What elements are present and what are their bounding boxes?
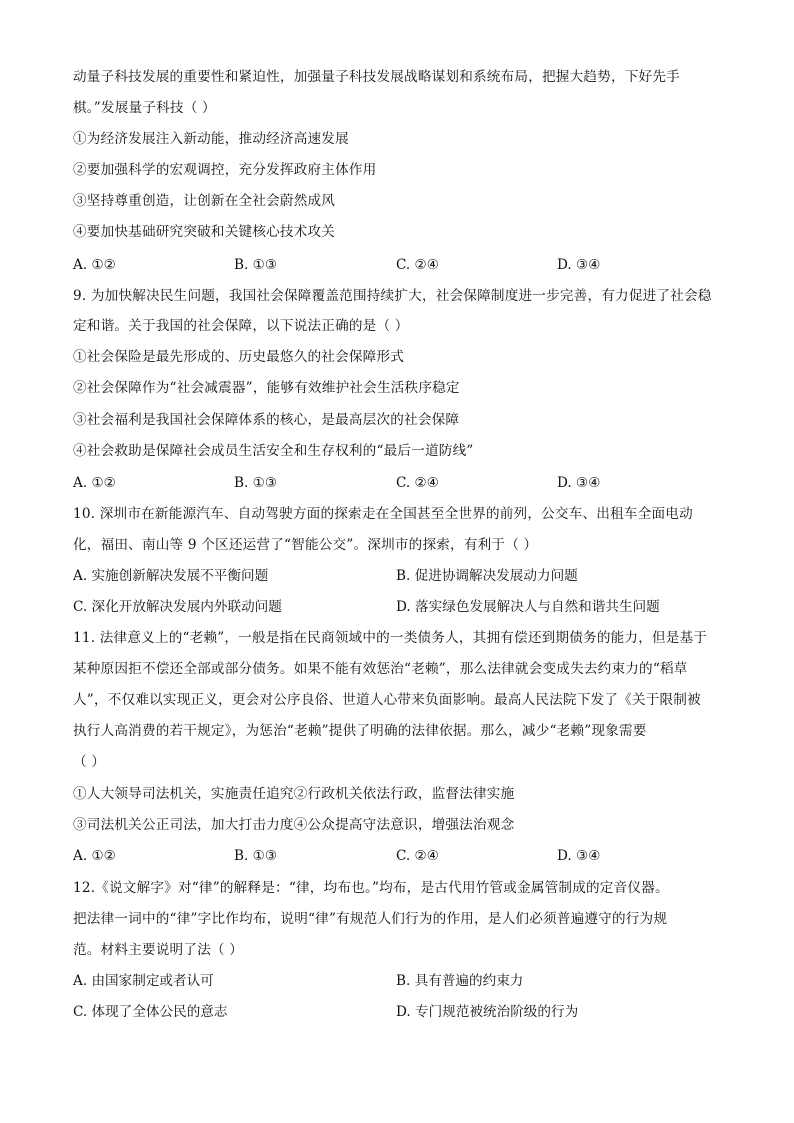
q9-option-c[interactable]: C. ②④ (396, 475, 439, 491)
q11-stem-line-5: （ ） (73, 754, 106, 770)
q11-stem-line-3: 人”，不仅难以实现正义，更会对公序良俗、世道人心带来负面影响。最高人民法院下发了《关于限制被 (73, 692, 701, 708)
q8-item-1: ①为经济发展注入新动能，推动经济高速发展 (73, 131, 349, 147)
q8-item-3: ③坚持尊重创造，让创新在全社会蔚然成风 (73, 193, 336, 209)
q9-item-4: ④社会救助是保障社会成员生活安全和生存权利的“最后一道防线” (73, 443, 474, 459)
q8-item-4: ④要加快基础研究突破和关键核心技术攻关 (73, 224, 336, 240)
q10-option-d[interactable]: D. 落实绿色发展解决人与自然和谐共生问题 (396, 599, 660, 615)
q8-option-d[interactable]: D. ③④ (557, 257, 601, 273)
q9-stem-line-2: 定和谐。关于我国的社会保障，以下说法正确的是（ ） (73, 318, 409, 334)
q10-option-b[interactable]: B. 促进协调解决发展动力问题 (396, 568, 578, 584)
q9-option-a[interactable]: A. ①② (73, 475, 116, 491)
q12-stem-line-2: 把法律一词中的“律”字比作均布，说明“律”有规范人们行为的作用，是人们必须普遍遵守的行为规 (73, 911, 668, 927)
q12-stem-line-1: 12.《说文解字》对“律”的解释是：“律，均布也。”均布，是古代用竹管或金属管制成的定音仪器。 (73, 880, 669, 896)
q11-stem-line-2: 某种原因拒不偿还全部或部分债务。如果不能有效惩治“老赖”，那么法律就会变成失去约束力的“稻草 (73, 661, 688, 677)
q9-item-3: ③社会福利是我国社会保障体系的核心，是最高层次的社会保障 (73, 412, 460, 428)
q11-item-2: ③司法机关公正司法，加大打击力度④公众提高守法意识，增强法治观念 (73, 817, 515, 833)
q11-item-1: ①人大领导司法机关，实施责任追究②行政机关依法行政，监督法律实施 (73, 786, 515, 802)
q8-stem-line-1: 动量子科技发展的重要性和紧迫性，加强量子科技发展战略谋划和系统布局，把握大趋势，下好先手 (73, 69, 680, 85)
q8-option-c[interactable]: C. ②④ (396, 257, 439, 273)
q8-stem-line-2: 棋。”发展量子科技（ ） (73, 100, 216, 116)
q9-item-2: ②社会保障作为“社会减震器”，能够有效维护社会生活秩序稳定 (73, 380, 460, 396)
q10-option-a[interactable]: A. 实施创新解决发展不平衡问题 (73, 568, 269, 584)
q8-option-b[interactable]: B. ①③ (234, 257, 278, 273)
q9-item-1: ①社会保险是最先形成的、历史最悠久的社会保障形式 (73, 349, 405, 365)
q10-option-c[interactable]: C. 深化开放解决发展内外联动问题 (73, 599, 282, 615)
q12-option-c[interactable]: C. 体现了全体公民的意志 (73, 1004, 228, 1020)
q11-option-a[interactable]: A. ①② (73, 848, 116, 864)
q12-option-b[interactable]: B. 具有普遍的约束力 (396, 973, 524, 989)
q11-stem-line-4: 执行人高消费的若干规定》，为惩治“老赖”提供了明确的法律依据。那么，减少“老赖”现象需要 (73, 723, 647, 739)
q12-option-d[interactable]: D. 专门规范被统治阶级的行为 (396, 1004, 579, 1020)
q8-option-a[interactable]: A. ①② (73, 257, 116, 273)
q11-option-d[interactable]: D. ③④ (557, 848, 601, 864)
q9-option-d[interactable]: D. ③④ (557, 475, 601, 491)
q12-stem-line-3: 范。材料主要说明了法（ ） (73, 942, 244, 958)
q9-stem-line-1: 9. 为加快解决民生问题，我国社会保障覆盖范围持续扩大，社会保障制度进一步完善，有力促进了社会稳 (73, 288, 712, 304)
q11-stem-line-1: 11. 法律意义上的“老赖”，一般是指在民商领域中的一类债务人，其拥有偿还到期债务的能力，但是基于 (73, 630, 708, 646)
q11-option-c[interactable]: C. ②④ (396, 848, 439, 864)
q11-option-b[interactable]: B. ①③ (234, 848, 278, 864)
q10-stem-line-2: 化，福田、南山等 9 个区还运营了“智能公交”。深圳市的探索，有利于（ ） (73, 537, 538, 553)
q12-option-a[interactable]: A. 由国家制定或者认可 (73, 973, 214, 989)
q8-item-2: ②要加强科学的宏观调控，充分发挥政府主体作用 (73, 162, 377, 178)
q9-option-b[interactable]: B. ①③ (234, 475, 278, 491)
q10-stem-line-1: 10. 深圳市在新能源汽车、自动驾驶方面的探索走在全国甚至全世界的前列，公交车、出租车全面电动 (73, 506, 693, 522)
